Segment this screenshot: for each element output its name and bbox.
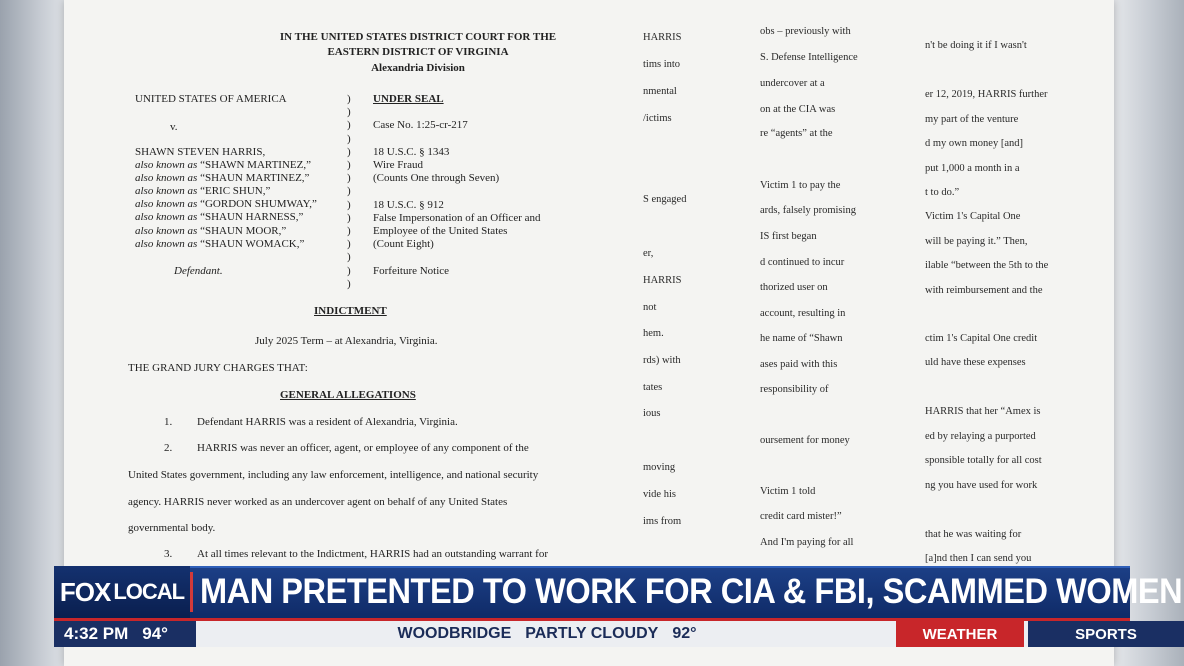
- alias-line: also known as “SHAUN HARNESS,”: [135, 211, 304, 223]
- charge-line: (Counts One through Seven): [373, 172, 500, 184]
- logo-local-text: LOCAL: [113, 579, 185, 604]
- plaintiff-name: UNITED STATES OF AMERICA: [135, 93, 287, 105]
- alias-line: also known as “SHAUN MOOR,”: [135, 225, 287, 237]
- charge-line: 18 U.S.C. § 1343: [373, 146, 450, 158]
- under-seal-label: UNDER SEAL: [373, 93, 444, 105]
- defendant-name: SHAWN STEVEN HARRIS,: [135, 146, 266, 158]
- versus-text: v.: [170, 121, 178, 133]
- ticker-location: WOODBRIDGE: [397, 625, 512, 642]
- paragraph-line: agency. HARRIS never worked as an undercover agent on behalf of any United States: [128, 496, 508, 508]
- court-heading-line-3: Alexandria Division: [371, 62, 465, 74]
- charge-line: (Count Eight): [373, 238, 434, 250]
- time-temperature-box: [54, 621, 194, 647]
- case-number: Case No. 1:25-cr-217: [373, 119, 468, 131]
- paragraph-line: governmental body.: [128, 522, 216, 534]
- paragraph-line: Defendant HARRIS was a resident of Alexandria, Virginia.: [197, 416, 458, 428]
- alias-line: also known as “SHAUN WOMACK,”: [135, 238, 305, 250]
- term-line: July 2025 Term – at Alexandria, Virginia.: [255, 335, 438, 347]
- grand-jury-line: THE GRAND JURY CHARGES THAT:: [128, 362, 308, 374]
- caption-parentheses: ) ) ) ) ) ) ) ) ) ) ) ) ) ) ): [347, 93, 351, 290]
- indictment-document: IN THE UNITED STATES DISTRICT COURT FOR THE EASTERN DISTRICT OF VIRGINIA Alexandria Division UNITED STATES OF AMERICA v. SHAWN STEVEN HARRIS, also known as “SHAWN MARTINEZ,” also known as “SHAUN MARTINEZ,” also known as “ERIC SHUN,” also known as “GORDON SHUMWAY,” also known as “SHAUN HARNESS,” also known as “SHAUN MOOR,” also known as “SHAUN WOMACK,” Defendant. ) ) ) ) ) ) ) ) ) ) ) ) ) ) ) UNDER SEAL Case No. 1:25-cr-217 18 U.S.C. § 1343 Wire Fraud (Counts One through Seven) 18 U.S.C. § 912 False Impersonation of an Officer and Employee of the United States (Count Eight) Forfeiture Notice INDICTMENT July 2025 Term – at Alexandria, Virginia. THE GRAND JURY CHARGES THAT: GENERAL ALLEGATIONS 1. Defendant HARRIS was a resident of Alexandria, Virginia. 2. HARRIS was never an officer, agent, or employee of any component of the United States government, including any law enforcement, intelligence, and national security agency. HARRIS never worked as an undercover agent on behalf of any United States governmental body. 3. At all times relevant to the Indictment, HARRIS had an outstanding warrant for HARRIS tims into nmental /ictims S engaged er, HARRIS not hem. rds) with tates ious moving vide his ims from obs – previously with S. Defense Intelligence undercover at a on at the CIA was re “agents” at the Victim 1 to pay the ards, falsely promising IS first began d continued to incur thorized user on account, resulting in he name of “Shawn ases paid with this responsibility of oursement for money Victim 1 told credit card mister!” And I'm paying for all n't be doing it if I wasn't er 12, 2019, HARRIS further my part of the venture d my own money [and] put 1,000 a month in a t to do.” Victim 1's Capital One will be paying it.” Then, ilable “between the 5th to the with reimbursement and the ctim 1's Capital One credit uld have these expenses HARRIS that her “Amex is ed by relaying a purported sponsible totally for all cost ng you have used for work that he was waiting for [a]nd then I can send you: [64, 0, 1114, 666]
- current-temperature: 94°: [142, 624, 168, 643]
- indictment-title: INDICTMENT: [314, 305, 387, 317]
- forfeiture-notice: Forfeiture Notice: [373, 265, 450, 277]
- charge-line: Employee of the United States: [373, 225, 508, 237]
- charge-line: 18 U.S.C. § 912: [373, 199, 444, 211]
- paragraph-line: At all times relevant to the Indictment, HARRIS had an outstanding warrant for: [197, 548, 549, 560]
- weather-ticker: [194, 621, 898, 647]
- court-heading-line-2: EASTERN DISTRICT OF VIRGINIA: [327, 46, 509, 58]
- paragraph-number: 1.: [164, 416, 173, 428]
- paragraph-number: 3.: [164, 548, 173, 560]
- ticker-condition: PARTLY CLOUDY: [525, 625, 659, 642]
- paragraph-line: HARRIS was never an officer, agent, or employee of any component of the: [197, 442, 529, 454]
- news-lower-third: [0, 566, 1184, 666]
- section-title: GENERAL ALLEGATIONS: [280, 389, 416, 401]
- paragraph-number: 2.: [164, 442, 173, 454]
- alias-line: also known as “SHAWN MARTINEZ,”: [135, 159, 311, 171]
- court-heading-line-1: IN THE UNITED STATES DISTRICT COURT FOR THE: [279, 31, 557, 43]
- ticker-bar: [54, 621, 1184, 647]
- headline-text: MAN PRETENTED TO WORK FOR CIA & FBI, SCAMMED WOMEN: [200, 572, 1183, 611]
- defendant-label: Defendant.: [174, 265, 223, 277]
- tab-sports: SPORTS: [1028, 621, 1184, 647]
- alias-line: also known as “GORDON SHUMWAY,”: [135, 198, 317, 210]
- paragraph-line: United States government, including any law enforcement, intelligence, and national security: [128, 469, 539, 481]
- charge-line: False Impersonation of an Officer and: [373, 212, 541, 224]
- logo-fox-text: FOX: [59, 576, 111, 607]
- tab-weather: WEATHER: [896, 621, 1024, 647]
- alias-line: also known as “SHAUN MARTINEZ,”: [135, 172, 310, 184]
- ticker-temperature: 92°: [672, 625, 697, 642]
- headline-separator: [190, 572, 193, 612]
- alias-line: also known as “ERIC SHUN,”: [135, 185, 271, 197]
- fox-local-logo: [54, 566, 190, 618]
- charge-line: Wire Fraud: [373, 159, 423, 171]
- clock-time: 4:32 PM: [64, 624, 129, 643]
